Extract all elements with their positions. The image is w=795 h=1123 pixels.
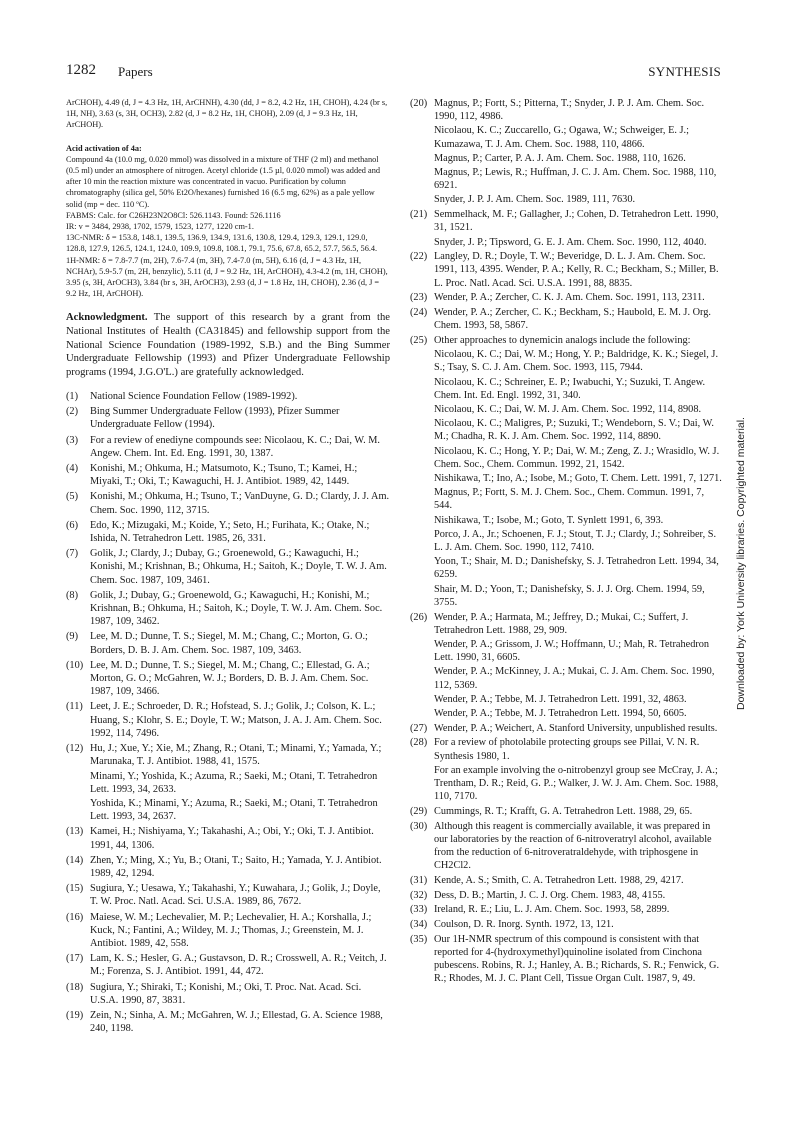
reference-text: Minami, Y.; Yoshida, K.; Azuma, R.; Saeki, M.; Otani, T. Tetrahedron Lett. 1993, 34, 2633. (90, 770, 378, 795)
reference-text: Yoon, T.; Shair, M. D.; Danishefsky, S. J. Tetrahedron Lett. 1994, 34, 6259. (434, 556, 719, 581)
reference-item (66, 981, 390, 1007)
acid-activation-text: Compound 4a (10.0 mg, 0.020 mmol) was dissolved in a mixture of THF (2 ml) and methanol (0.5 ml) under an atmosphere of nitrogen. Acetyl chloride (1.5 µl, 0.020 mmol) was added and after 10 min the reaction mixture was concentrated in vacuo. Purification by column chromatography (silica gel, 50% Et2O/hexanes) furnished 16 (6.5 mg, 62%) as a pale yellow solid (mp = dec. 110 ºC). (66, 154, 380, 209)
download-watermark: Downloaded by: York University libraries. Copyrighted material. (735, 417, 747, 710)
reference-text: Nicolaou, K. C.; Schreiner, E. P.; Iwabuchi, Y.; Suzuki, T. Angew. Chem. Int. Ed. Engl. 1992, 31, 340. (434, 376, 706, 401)
reference-item (66, 519, 390, 545)
acknowledgment (66, 311, 390, 379)
reference-text: Nicolaou, K. C.; Zuccarello, G.; Ogawa, W.; Schweiger, E. J.; Kumazawa, T. J. Am. Chem. Soc. 1988, 110, 4866. (434, 125, 689, 150)
reference-number: (18) (66, 981, 84, 993)
acid-activation-title: Acid activation of 4a: (66, 143, 142, 153)
reference-text: Coulson, D. R. Inorg. Synth. 1972, 13, 121. (434, 918, 614, 930)
reference-number: (20) (410, 98, 428, 109)
reference-text: Nicolaou, K. C.; Dai, W. M. J. Am. Chem. Soc. 1992, 114, 8908. (434, 403, 702, 415)
reference-number: (32) (410, 889, 428, 901)
page-header (66, 62, 721, 82)
reference-item (410, 820, 722, 873)
reference-text: Nicolaou, K. C.; Maligres, P.; Suzuki, T.; Wendeborn, S. V.; Dai, W. M.; Chadha, R. K. J. Am. Chem. Soc. 1992, 114, 8890. (434, 418, 714, 443)
reference-text: Other approaches to dynemicin analogs include the following: (434, 334, 691, 346)
right-column (410, 97, 722, 987)
reference-item (66, 462, 390, 488)
reference-text: Wender, P. A.; Tebbe, M. J. Tetrahedron Lett. 1991, 32, 4863. (434, 693, 687, 705)
page-number: 1282 (66, 62, 96, 78)
reference-text: Semmelhack, M. F.; Gallagher, J.; Cohen, D. Tetrahedron Lett. 1990, 31, 1521. (434, 209, 719, 234)
reference-number: (21) (410, 209, 428, 221)
reference-text: Bing Summer Undergraduate Fellow (1993), Pfizer Summer Undergraduate Fellow (1994). (90, 406, 340, 431)
reference-item (410, 889, 722, 902)
reference-item (410, 722, 722, 735)
reference-text: Although this reagent is commercially available, it was prepared in our laboratories by the reaction of 6-nitroveratryl alcohol, available from the reduction of 6-nitroveratraldehyde, with triphosgene in CH2Cl2. (434, 820, 712, 872)
reference-item (66, 882, 390, 908)
reference-number: (4) (66, 463, 79, 475)
reference-number: (8) (66, 589, 79, 601)
reference-text: Nishikawa, T.; Isobe, M.; Goto, T. Synlett 1991, 6, 393. (434, 514, 664, 526)
reference-number: (34) (410, 918, 428, 930)
reference-text: Our 1H-NMR spectrum of this compound is consistent with that reported for 4-(hydroxymethyl)quinoline isolated from Cinchona pubescens. Robins, R. J.; Hanley, A. B.; Richards, S. R.; Fenwick, G. R.; Rhodes, M. J. C. Plant Cell, Tissue Organ Cult. 1987, 9, 49. (434, 933, 720, 985)
journal-name: SYNTHESIS (648, 64, 721, 79)
reference-number: (26) (410, 611, 428, 623)
reference-item (410, 736, 722, 803)
reference-number: (1) (66, 391, 79, 403)
reference-text: Wender, P. A.; McKinney, J. A.; Mukai, C. J. Am. Chem. Soc. 1990, 112, 5369. (434, 666, 715, 691)
reference-item (66, 547, 390, 587)
reference-number: (19) (66, 1009, 84, 1021)
reference-item (410, 918, 722, 931)
reference-item (66, 390, 390, 403)
reference-number: (31) (410, 874, 428, 886)
reference-item (66, 700, 390, 740)
reference-text: Lee, M. D.; Dunne, T. S.; Siegel, M. M.; Chang, C.; Ellestad, G. A.; Morton, G. O.; McGahren, W. J.; Borders, D. B. J. Am. Chem. Soc. 1987, 109, 3466. (90, 659, 370, 698)
reference-item (66, 742, 390, 823)
reference-number: (17) (66, 953, 84, 965)
reference-number: (5) (66, 491, 79, 503)
reference-item (66, 490, 390, 516)
ir-data: IR: v = 3484, 2938, 1702, 1579, 1523, 1277, 1220 cm-1. (66, 222, 254, 232)
reference-number: (3) (66, 434, 79, 446)
reference-item (410, 933, 722, 986)
reference-number: (22) (410, 251, 428, 263)
reference-number: (15) (66, 883, 84, 895)
reference-text: Hu, J.; Xue, Y.; Xie, M.; Zhang, R.; Otani, T.; Minami, Y.; Yamada, Y.; Marunaka, T. J. Antibiot. 1988, 41, 1575. (90, 743, 382, 768)
reference-item (66, 589, 390, 629)
reference-text: Nicolaou, K. C.; Hong, Y. P.; Dai, W. M.; Zeng, Z. J.; Wrasidlo, W. J. Chem. Soc., Chem. Commun. 1992, 21, 1542. (434, 445, 720, 470)
reference-text: Sugiura, Y.; Uesawa, Y.; Takahashi, Y.; Kuwahara, J.; Golik, J.; Doyle, T. W. Proc. Natl. Acad. Sci. U.S.A. 1989, 86, 7672. (90, 883, 381, 908)
reference-text: Magnus, P.; Lewis, R.; Huffman, J. C. J. Am. Chem. Soc. 1988, 110, 6921. (434, 167, 717, 192)
reference-text: Sugiura, Y.; Shiraki, T.; Konishi, M.; Oki, T. Proc. Nat. Acad. Sci. U.S.A. 1990, 87, 3831. (90, 981, 362, 1006)
reference-text: Porco, J. A., Jr.; Schoenen, F. J.; Stout, T. J.; Clardy, J.; Sohreiber, S. L. J. Am. Chem. Soc. 1990, 112, 7410. (434, 528, 717, 553)
reference-number: (13) (66, 826, 84, 838)
reference-item (410, 208, 722, 249)
reference-list-left (66, 390, 390, 1035)
acknowledgment-text: The support of this research by a grant from the National Institutes of Health (CA31845) and fellowship support from the National Science Foundation (1989-1992, S.B.) and the Bing Summer Undergraduate Fellowship (1993) and Pfizer Undergraduate Fellowship programs (1994, J.G.O'L.) are gratefully acknowledged. (66, 312, 390, 378)
reference-text: Shair, M. D.; Yoon, T.; Danishefsky, S. J. J. Org. Chem. 1994, 59, 3755. (434, 583, 705, 608)
reference-text: Dess, D. B.; Martin, J. C. J. Org. Chem. 1983, 48, 4155. (434, 889, 666, 901)
reference-number: (25) (410, 334, 428, 346)
reference-text: Snyder, J. P. J. Am. Chem. Soc. 1989, 111, 7630. (434, 194, 636, 206)
reference-item (66, 1009, 390, 1035)
reference-item (410, 874, 722, 887)
reference-text: National Science Foundation Fellow (1989-1992). (90, 391, 298, 403)
c13-nmr-data: 13C-NMR: δ = 153.8, 148.1, 139.5, 136.9, 134.9, 131.6, 130.8, 129.4, 129.3, 129.1, 129.0, 128.8, 127.9, 126.5, 124.1, 124.0, 109.9, 109.8, 108.1, 79.1, 75.6, 67.8, 65.2, 57.7, 56.5, 56.4. (66, 233, 378, 254)
reference-item (66, 434, 390, 460)
reference-text: Konishi, M.; Ohkuma, H.; Matsumoto, K.; Tsuno, T.; Kamei, H.; Miyaki, T.; Oki, T.; Kawaguchi, H. J. Antibiot. 1989, 42, 1449. (90, 463, 358, 488)
reference-item (66, 952, 390, 978)
reference-text: For an example involving the o-nitrobenzyl group see McCray, J. A.; Trentham, D. R.; Reid, G. P..; Walker, J. W. J. Am. Chem. Soc. 1988, 110, 7170. (434, 764, 719, 803)
reference-text: Magnus, P.; Fortt, S. M. J. Chem. Soc., Chem. Commun. 1991, 7, 544. (434, 487, 705, 512)
reference-number: (12) (66, 743, 84, 755)
reference-text: Wender, P. A.; Tebbe, M. J. Tetrahedron Lett. 1994, 50, 6605. (434, 707, 687, 719)
reference-text: Wender, P. A.; Zercher, C. K.; Beckham, S.; Haubold, E. M. J. Org. Chem. 1993, 58, 5867. (434, 307, 711, 332)
experimental-block (66, 97, 390, 299)
reference-text: Konishi, M.; Ohkuma, H.; Tsuno, T.; VanDuyne, G. D.; Clardy, J. J. Am. Chem. Soc. 1990, 112, 3715. (90, 491, 390, 516)
reference-item (410, 306, 722, 332)
reference-text: Yoshida, K.; Minami, Y.; Azuma, R.; Saeki, M.; Otani, T. Tetrahedron Lett. 1993, 34, 2637. (90, 797, 378, 823)
reference-number: (9) (66, 631, 79, 643)
reference-text: Magnus, P.; Fortt, S.; Pitterna, T.; Snyder, J. P. J. Am. Chem. Soc. 1990, 112, 4986. (434, 98, 705, 123)
reference-text: Wender, P. A.; Weichert, A. Stanford University, unpublished results. (434, 722, 718, 734)
reference-text: Lee, M. D.; Dunne, T. S.; Siegel, M. M.; Chang, C.; Morton, G. O.; Borders, D. B. J. Am. Chem. Soc. 1987, 109, 3463. (90, 631, 368, 656)
reference-text: Nishikawa, T.; Ino, A.; Isobe, M.; Goto, T. Chem. Lett. 1991, 7, 1271. (434, 472, 722, 484)
reference-text: Zein, N.; Sinha, A. M.; McGahren, W. J.; Ellestad, G. A. Science 1988, 240, 1198. (90, 1009, 383, 1035)
reference-number: (10) (66, 659, 84, 671)
reference-text: Lam, K. S.; Hesler, G. A.; Gustavson, D. R.; Crosswell, A. R.; Veitch, J. M.; Forenza, S. J. Antibiot. 1991, 44, 472. (90, 953, 387, 978)
reference-item (410, 903, 722, 916)
reference-text: Wender, P. A.; Zercher, C. K. J. Am. Chem. Soc. 1991, 113, 2311. (434, 292, 705, 304)
reference-number: (23) (410, 292, 428, 304)
reference-text: Snyder, J. P.; Tipsword, G. E. J. Am. Chem. Soc. 1990, 112, 4040. (434, 236, 707, 248)
reference-text: Wender, P. A.; Harmata, M.; Jeffrey, D.; Mukai, C.; Suffert, J. Tetrahedron Lett. 1988, 29, 909. (434, 611, 689, 636)
reference-text: For a review of enediyne compounds see: Nicolaou, K. C.; Dai, W. M. Angew. Chem. Int. Ed. Eng. 1991, 30, 1387. (90, 434, 380, 459)
reference-item (410, 334, 722, 609)
reference-text: Golik, J.; Dubay, G.; Groenewold, G.; Kawaguchi, H.; Konishi, M.; Krishnan, B.; Ohkuma, H.; Saitoh, K.; Doyle, T. W. J. Am. Chem. Soc. 1987, 109, 3462. (90, 589, 383, 628)
h1-nmr-data: 1H-NMR: δ = 7.8-7.7 (m, 2H), 7.6-7.4 (m, 3H), 7.4-7.0 (m, 5H), 6.16 (d, J = 4.3 Hz, 1H, NCHAr), 5.9-5.7 (m, 2H, benzylic), 5.11 (d, J = 9.2 Hz, 1H, ArCHOH), 4.3-4.2 (m, 1H, CHOH), 3.95 (s, 3H, ArOCH3), 3.84 (br s, 3H, ArOCH3), 2.93 (d, J = 1.8 Hz, 1H, CHOH), 2.36 (d, J = 9.2 Hz, 1H, ArCHOH). (66, 255, 388, 299)
reference-text: Maiese, W. M.; Lechevalier, M. P.; Lechevalier, H. A.; Korshalla, J.; Kuck, N.; Fantini, A.; Wildey, M. J.; Thomas, J.; Greenstein, M. J. Antibiot. 1989, 42, 558. (90, 911, 372, 949)
reference-number: (27) (410, 722, 428, 734)
reference-item (410, 611, 722, 721)
reference-number: (11) (66, 701, 83, 713)
reference-text: Ireland, R. E.; Liu, L. J. Am. Chem. Soc. 1993, 58, 2899. (434, 904, 670, 916)
section-name: Papers (118, 64, 153, 79)
reference-item (66, 854, 390, 880)
reference-number: (30) (410, 820, 428, 832)
reference-text: Edo, K.; Mizugaki, M.; Koide, Y.; Seto, H.; Furihata, K.; Otake, N.; Ishida, N. Tetrahedron Lett. 1985, 26, 331. (90, 519, 370, 545)
left-column (66, 97, 390, 1037)
reference-number: (28) (410, 737, 428, 749)
reference-text: For a review of photolabile protecting groups see Pillai, V. N. R. Synthesis 1980, 1. (434, 737, 700, 762)
reference-number: (2) (66, 406, 79, 418)
reference-item (410, 97, 722, 207)
reference-item (410, 291, 722, 304)
reference-item (66, 659, 390, 699)
reference-item (66, 911, 390, 951)
reference-item (410, 805, 722, 818)
continued-nmr-data: ArCHOH), 4.49 (d, J = 4.3 Hz, 1H, ArCHNH), 4.30 (dd, J = 8.2, 4.2 Hz, 1H, CHOH), 4.24 (br s, 1H, NH), 3.63 (s, 3H, OCH3), 2.82 (d, J = 8.2 Hz, 1H, CHOH), 2.09 (d, J = 9.3 Hz, 1H, ArCHOH). (66, 98, 388, 130)
reference-item (66, 405, 390, 431)
reference-text: Langley, D. R.; Doyle, T. W.; Beveridge, D. L. J. Am. Chem. Soc. 1991, 113, 4395. Wender, P. A.; Kelly, R. C.; Beckham, S.; Miller, B. L. Proc. Natl. Acad. Sci. U.S.A. 1991, 88, 8835. (434, 251, 719, 289)
reference-item (66, 630, 390, 656)
reference-number: (24) (410, 307, 428, 319)
reference-text: Nicolaou, K. C.; Dai, W. M.; Hong, Y. P.; Baldridge, K. K.; Siegel, J. S.; Tsay, S. C. J. Am. Chem. Soc. 1993, 115, 7944. (434, 349, 719, 374)
reference-list-right (410, 97, 722, 986)
reference-text: Leet, J. E.; Schroeder, D. R.; Hofstead, S. J.; Golik, J.; Colson, K. L.; Huang, S.; Klohr, S. E.; Doyle, T. W.; Matson, J. A. J. Am. Chem. Soc. 1992, 114, 7496. (90, 701, 382, 739)
reference-text: Wender, P. A.; Grissom, J. W.; Hoffmann, U.; Mah, R. Tetrahedron Lett. 1990, 31, 6605. (434, 638, 710, 664)
reference-number: (35) (410, 933, 428, 945)
reference-number: (14) (66, 854, 84, 866)
reference-text: Golik, J.; Clardy, J.; Dubay, G.; Groenewold, G.; Kawaguchi, H.; Konishi, M.; Krishnan, B.; Ohkuma, H.; Saitoh, K.; Doyle, T. W. J. Am. Chem. Soc. 1987, 109, 3461. (90, 548, 387, 586)
reference-text: Kamei, H.; Nishiyama, Y.; Takahashi, A.; Obi, Y.; Oki, T. J. Antibiot. 1991, 44, 1306. (90, 826, 374, 851)
fabms-data: FABMS: Calc. for C26H23N2O8Cl: 526.1143. Found: 526.1116 (66, 210, 281, 220)
reference-text: Kende, A. S.; Smith, C. A. Tetrahedron Lett. 1988, 29, 4217. (434, 874, 684, 886)
reference-number: (33) (410, 904, 428, 916)
reference-item (66, 825, 390, 851)
reference-text: Magnus, P.; Carter, P. A. J. Am. Chem. Soc. 1988, 110, 1626. (434, 152, 686, 164)
reference-number: (6) (66, 519, 79, 531)
reference-item (410, 250, 722, 290)
reference-number: (29) (410, 805, 428, 817)
reference-text: Cummings, R. T.; Krafft, G. A. Tetrahedron Lett. 1988, 29, 65. (434, 805, 693, 817)
reference-text: Zhen, Y.; Ming, X.; Yu, B.; Otani, T.; Saito, H.; Yamada, Y. J. Antibiot. 1989, 42, 1294. (90, 854, 382, 879)
acknowledgment-label: Acknowledgment. (66, 312, 148, 324)
reference-number: (16) (66, 911, 84, 923)
reference-number: (7) (66, 548, 79, 560)
